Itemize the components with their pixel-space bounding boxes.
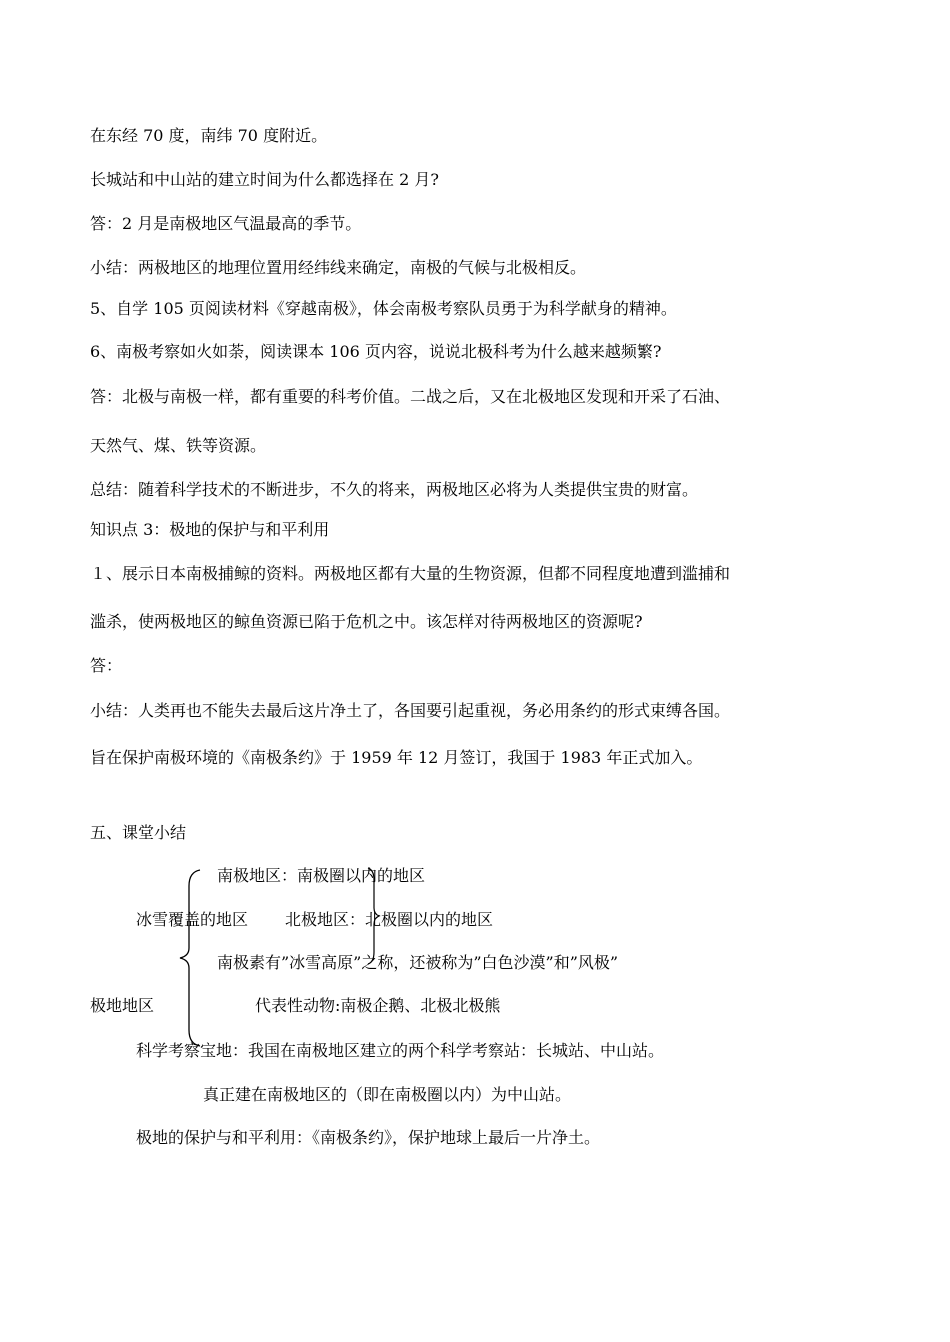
large-left-brace bbox=[178, 868, 204, 1048]
ice-covered-region-label: 冰雪覆盖的地区 bbox=[136, 910, 249, 929]
item-1-whaling-line1: １、展示日本南极捕鲸的资料。两极地区都有大量的生物资源，但都不同程度地遭到滥捕和 bbox=[90, 564, 731, 583]
answer-arctic-line1: 答：北极与南极一样，都有重要的科考价值。二战之后，又在北极地区发现和开采了石油、 bbox=[90, 387, 731, 406]
question-february: 长城站和中山站的建立时间为什么都选择在 2 月? bbox=[90, 170, 439, 189]
item-6-arctic-research: 6、南极考察如火如荼，阅读课本 106 页内容，说说北极科考为什么越来越频繁? bbox=[90, 342, 662, 361]
paragraph-location: 在东经 70 度，南纬 70 度附近。 bbox=[90, 126, 328, 145]
class-summary-heading: 五、课堂小结 bbox=[90, 823, 187, 842]
summary-location: 小结：两极地区的地理位置用经纬线来确定，南极的气候与北极相反。 bbox=[90, 258, 587, 277]
knowledge-point-3-title: 知识点 3：极地的保护与和平利用 bbox=[90, 520, 330, 539]
answer-blank: 答： bbox=[90, 656, 123, 675]
summary-treaty-line2: 旨在保护南极环境的《南极条约》于 1959 年 12 月签订，我国于 1983 年正式加入。 bbox=[90, 748, 703, 767]
south-pole-nicknames: 南极素有”冰雪高原”之称，还被称为”白色沙漠”和”风极” bbox=[217, 953, 619, 972]
answer-arctic-line2: 天然气、煤、铁等资源。 bbox=[90, 436, 267, 455]
representative-animals: 代表性动物:南极企鹅、北极北极熊 bbox=[255, 996, 501, 1015]
south-polar-region-def: 南极地区：南极圈以内的地区 bbox=[217, 866, 426, 885]
answer-february: 答：2 月是南极地区气温最高的季节。 bbox=[90, 214, 362, 233]
item-5-self-study: 5、自学 105 页阅读材料《穿越南极》，体会南极考察队员勇于为科学献身的精神。 bbox=[90, 299, 677, 318]
north-polar-region-def: 北极地区：北极圈以内的地区 bbox=[285, 910, 494, 929]
small-right-brace bbox=[365, 866, 381, 966]
polar-regions-label: 极地地区 bbox=[90, 996, 155, 1015]
zhongshan-station-note: 真正建在南极地区的（即在南极圈以内）为中山站。 bbox=[203, 1085, 572, 1104]
summary-treaty-line1: 小结：人类再也不能失去最后这片净土了，各国要引起重视，务必用条约的形式束缚各国。 bbox=[90, 701, 731, 720]
item-1-whaling-line2: 滥杀，使两极地区的鲸鱼资源已陷于危机之中。该怎样对待两极地区的资源呢? bbox=[90, 612, 643, 631]
protection-and-peaceful-use: 极地的保护与和平利用：《南极条约》，保护地球上最后一片净土。 bbox=[136, 1128, 601, 1147]
conclusion-wealth: 总结：随着科学技术的不断进步，不久的将来，两极地区必将为人类提供宝贵的财富。 bbox=[90, 480, 699, 499]
research-stations: 科学考察宝地：我国在南极地区建立的两个科学考察站：长城站、中山站。 bbox=[136, 1041, 665, 1060]
